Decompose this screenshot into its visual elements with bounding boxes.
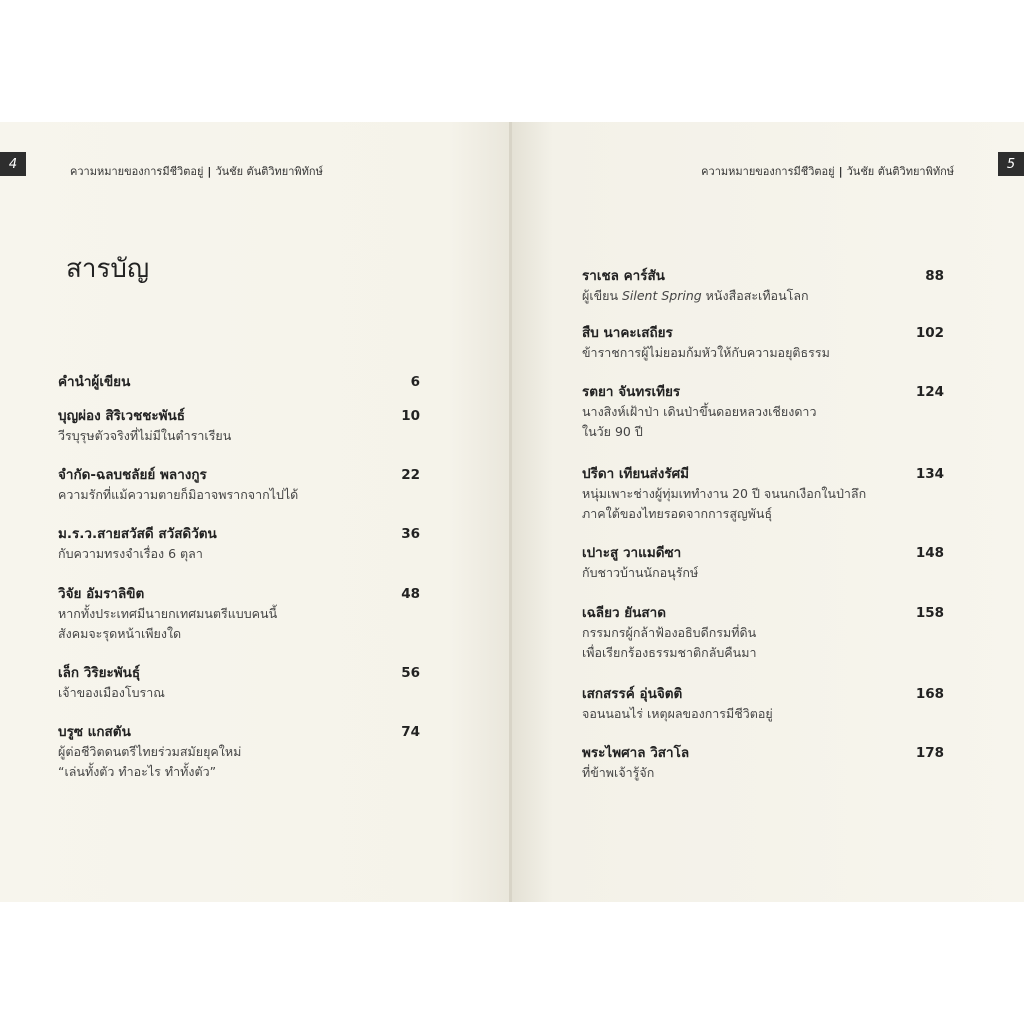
toc-entry xyxy=(582,382,944,442)
toc-entry-name: ราเชล คาร์สัน xyxy=(582,268,665,284)
toc-entry xyxy=(582,266,944,306)
toc-entry xyxy=(582,323,944,363)
toc-entry-name: เฉลียว ยันสาด xyxy=(582,605,666,621)
toc-entry-description: กับชาวบ้านนักอนุรักษ์ xyxy=(582,565,699,580)
toc-entry-name: ปรีดา เทียนส่งรัศมี xyxy=(582,466,690,482)
toc-entry-description: กรรมกรผู้กล้าฟ้องอธิบดีกรมที่ดิน xyxy=(582,625,757,640)
toc-entry xyxy=(58,584,420,644)
header-book-title: ความหมายของการมีชีวิตอยู่ xyxy=(70,165,204,178)
toc-entry-description: สังคมจะรุดหน้าเพียงใด xyxy=(58,626,182,641)
toc-entry-description: หากทั้งประเทศมีนายกเทศมนตรีแบบคนนี้ xyxy=(58,606,278,621)
toc-entry-page: 88 xyxy=(925,268,944,284)
toc-entry-name: สืบ นาคะเสถียร xyxy=(582,325,673,341)
toc-entry xyxy=(58,524,420,564)
toc-entry-description: เพื่อเรียกร้องธรรมชาติกลับคืนมา xyxy=(582,645,757,660)
toc-entry xyxy=(582,464,944,524)
running-header-right: ความหมายของการมีชีวิตอยู่ | วันชัย ตันติวิทยาพิทักษ์ xyxy=(701,165,954,178)
toc-entry-name: เล็ก วิริยะพันธุ์ xyxy=(58,665,141,681)
toc-entry-page: 134 xyxy=(915,466,944,482)
toc-entry-name: วิจัย อัมราลิขิต xyxy=(58,586,145,602)
toc-entry-name: รตยา จันทรเทียร xyxy=(582,384,681,400)
page-number-right: 5 xyxy=(998,152,1024,176)
toc-entry-description: กับความทรงจำเรื่อง 6 ตุลา xyxy=(58,546,203,561)
toc-entry-name: คำนำผู้เขียน xyxy=(58,374,131,390)
toc-entry-page: 48 xyxy=(401,586,420,602)
toc-entry xyxy=(58,722,420,782)
toc-entry xyxy=(582,743,944,783)
toc-entry-description: ข้าราชการผู้ไม่ยอมก้มหัวให้กับความอยุติธรรม xyxy=(582,345,830,360)
toc-title: สารบัญ xyxy=(66,254,150,284)
right-page xyxy=(512,122,1024,902)
toc-entry-description: วีรบุรุษตัวจริงที่ไม่มีในตำราเรียน xyxy=(58,428,232,443)
toc-entry xyxy=(582,684,944,724)
toc-entry-page: 102 xyxy=(915,325,944,341)
toc-entry-page: 10 xyxy=(401,408,420,424)
toc-entry-description: ภาคใต้ของไทยรอดจากการสูญพันธุ์ xyxy=(582,506,773,521)
toc-entry-description: ในวัย 90 ปี xyxy=(582,424,643,439)
toc-entry-description: นางสิงห์เฝ้าป่า เดินป่าขึ้นดอยหลวงเชียงดาว xyxy=(582,404,817,419)
toc-entry-name: บรูซ แกสตัน xyxy=(58,724,131,740)
toc-entry-description: ผู้ต่อชีวิตดนตรีไทยร่วมสมัยยุคใหม่ xyxy=(58,744,242,759)
toc-entry-page: 36 xyxy=(401,526,420,542)
toc-entry-page: 124 xyxy=(915,384,944,400)
toc-entry-page: 148 xyxy=(915,545,944,561)
toc-entry-description: “เล่นทั้งตัว ทำอะไร ทำทั้งตัว” xyxy=(58,764,217,779)
toc-entry-page: 178 xyxy=(915,745,944,761)
header-book-title: ความหมายของการมีชีวิตอยู่ xyxy=(701,165,835,178)
toc-entry-description: หนุ่มเพาะช่างผู้ทุ่มเททำงาน 20 ปี จนนกเงือกในป่าลึก xyxy=(582,486,867,501)
toc-entry xyxy=(582,603,944,663)
toc-entry-page: 74 xyxy=(401,724,420,740)
toc-entry-name: จำกัด-ฉลบชลัยย์ พลางกูร xyxy=(58,467,207,483)
toc-entry-name: บุญผ่อง สิริเวชชะพันธ์ xyxy=(58,408,186,424)
toc-entry-description: เจ้าของเมืองโบราณ xyxy=(58,685,165,700)
left-page xyxy=(0,122,512,902)
toc-entry xyxy=(58,663,420,703)
toc-entry-description: ที่ข้าพเจ้ารู้จัก xyxy=(582,765,655,780)
toc-entry xyxy=(58,406,420,446)
toc-entry-name: เสกสรรค์ อุ่นจิตติ xyxy=(582,686,683,702)
header-author: วันชัย ตันติวิทยาพิทักษ์ xyxy=(846,165,954,178)
header-author: วันชัย ตันติวิทยาพิทักษ์ xyxy=(215,165,323,178)
page-number-left: 4 xyxy=(0,152,26,176)
toc-entry-page: 158 xyxy=(915,605,944,621)
toc-entry-page: 22 xyxy=(401,467,420,483)
toc-entry-description: ผู้เขียน Silent Spring หนังสือสะเทือนโลก xyxy=(582,288,809,303)
toc-entry-description: จอนนอนไร่ เหตุผลของการมีชีวิตอยู่ xyxy=(582,706,773,721)
toc-entry xyxy=(58,465,420,505)
toc-entry-page: 56 xyxy=(401,665,420,681)
toc-entry-name: เปาะสู วาแมดีซา xyxy=(582,545,682,561)
toc-entry-page: 6 xyxy=(410,374,420,390)
toc-entry-name: พระไพศาล วิสาโล xyxy=(582,745,690,761)
toc-entry-page: 168 xyxy=(915,686,944,702)
book-spread xyxy=(0,122,1024,902)
toc-entry-name: ม.ร.ว.สายสวัสดี สวัสดิวัตน xyxy=(58,526,217,542)
running-header-left: ความหมายของการมีชีวิตอยู่ | วันชัย ตันติวิทยาพิทักษ์ xyxy=(70,165,323,178)
toc-entry-description: ความรักที่แม้ความตายก็มิอาจพรากจากไปได้ xyxy=(58,487,299,502)
toc-entry xyxy=(58,372,420,392)
toc-entry xyxy=(582,543,944,583)
